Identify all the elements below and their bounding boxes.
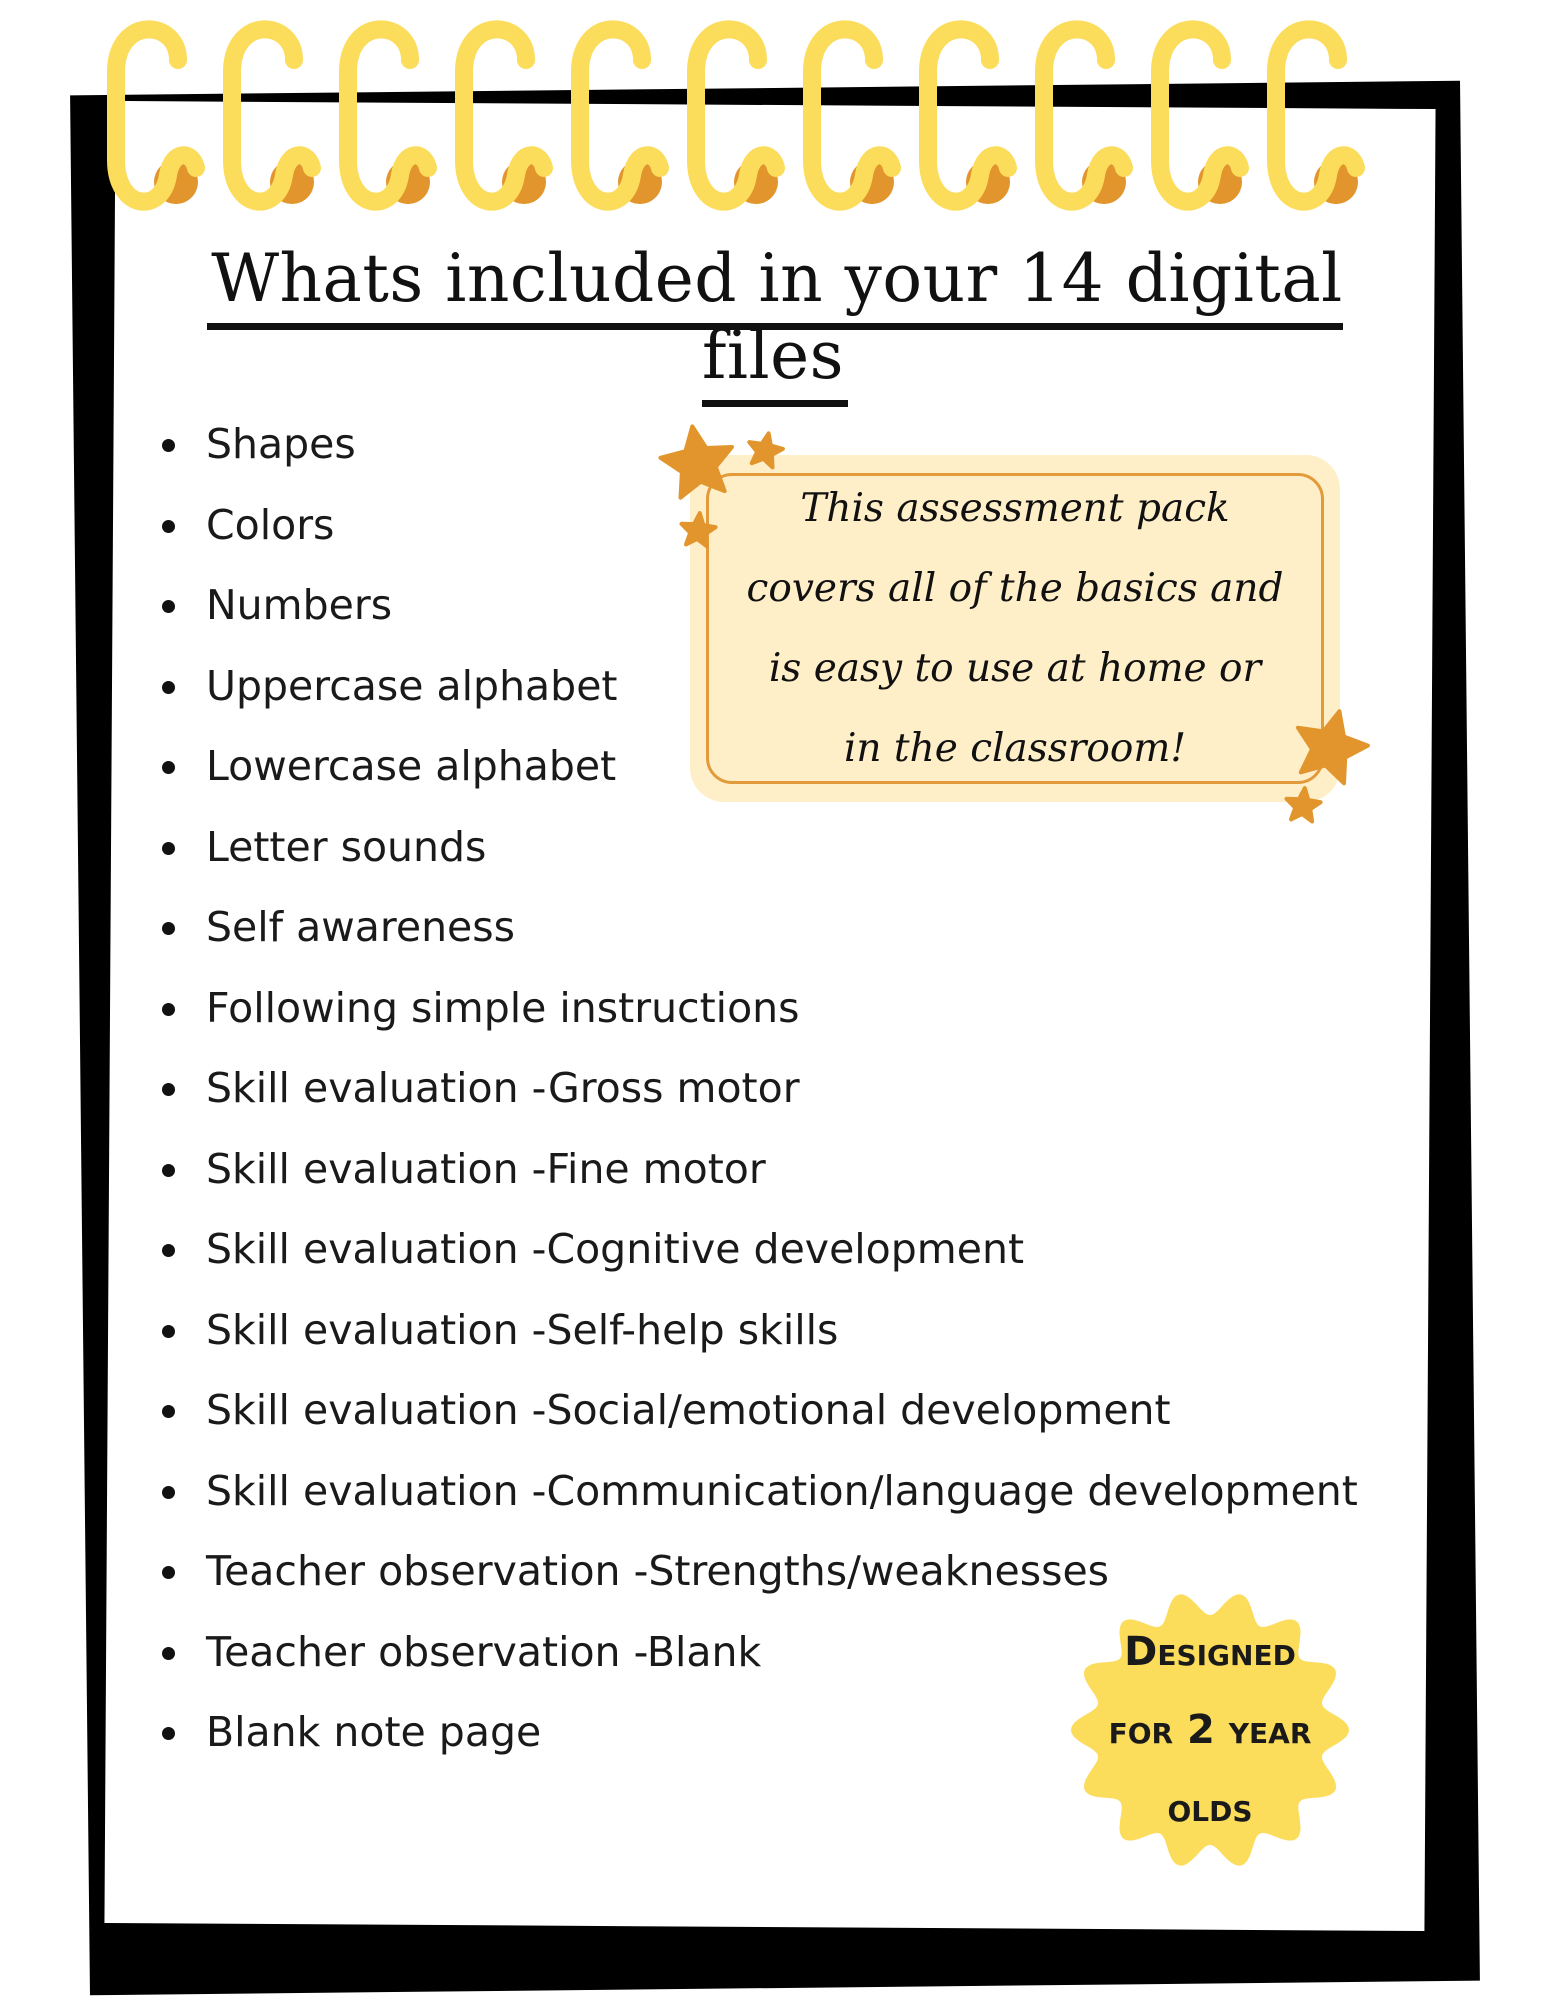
badge-line-1: Designed	[1124, 1629, 1296, 1675]
spiral-ring-icon	[464, 29, 546, 204]
spiral-ring-icon	[348, 29, 430, 204]
badge-line-2: for 2 year	[1108, 1707, 1312, 1753]
badge-text	[1065, 1585, 1355, 1875]
list-item: Skill evaluation -Communication/language development	[150, 1467, 1358, 1548]
list-item: Following simple instructions	[150, 984, 1358, 1065]
page-title-text: Whats included in your 14 digital files	[207, 240, 1343, 407]
note-text: This assessment pack covers all of the basics and is easy to use at home or in the classroom!	[746, 485, 1284, 771]
list-item: Colors	[150, 501, 1358, 582]
list-item: Skill evaluation -Social/emotional development	[150, 1386, 1358, 1467]
list-item: Numbers	[150, 581, 1358, 662]
list-item: Shapes	[150, 420, 1358, 501]
list-item: Skill evaluation -Self-help skills	[150, 1306, 1358, 1387]
spiral-ring-icon	[1160, 29, 1242, 204]
list-item: Letter sounds	[150, 823, 1358, 904]
list-item: Teacher observation -Blank	[150, 1628, 1358, 1709]
list-item: Skill evaluation -Cognitive development	[150, 1225, 1358, 1306]
page-title	[160, 240, 1390, 394]
spiral-ring-icon	[928, 29, 1010, 204]
spiral-ring-icon	[580, 29, 662, 204]
note-box	[690, 455, 1340, 802]
spiral-ring-icon	[696, 29, 778, 204]
badge-line-3: olds	[1167, 1785, 1253, 1831]
list-item: Skill evaluation -Gross motor	[150, 1064, 1358, 1145]
list-item: Self awareness	[150, 903, 1358, 984]
spiral-ring-icon	[1044, 29, 1126, 204]
spiral-ring-icon	[116, 29, 198, 204]
spiral-binding	[0, 0, 1545, 260]
list-item: Teacher observation -Strengths/weaknesses	[150, 1547, 1358, 1628]
spiral-ring-icon	[812, 29, 894, 204]
list-item: Blank note page	[150, 1708, 1358, 1789]
spiral-ring-icon	[232, 29, 314, 204]
age-badge	[1065, 1585, 1355, 1875]
list-item: Skill evaluation -Fine motor	[150, 1145, 1358, 1226]
list-item: Uppercase alphabet	[150, 662, 1358, 743]
list-item: Lowercase alphabet	[150, 742, 1358, 823]
spiral-ring-icon	[1276, 29, 1358, 204]
note-box-border	[706, 473, 1324, 784]
